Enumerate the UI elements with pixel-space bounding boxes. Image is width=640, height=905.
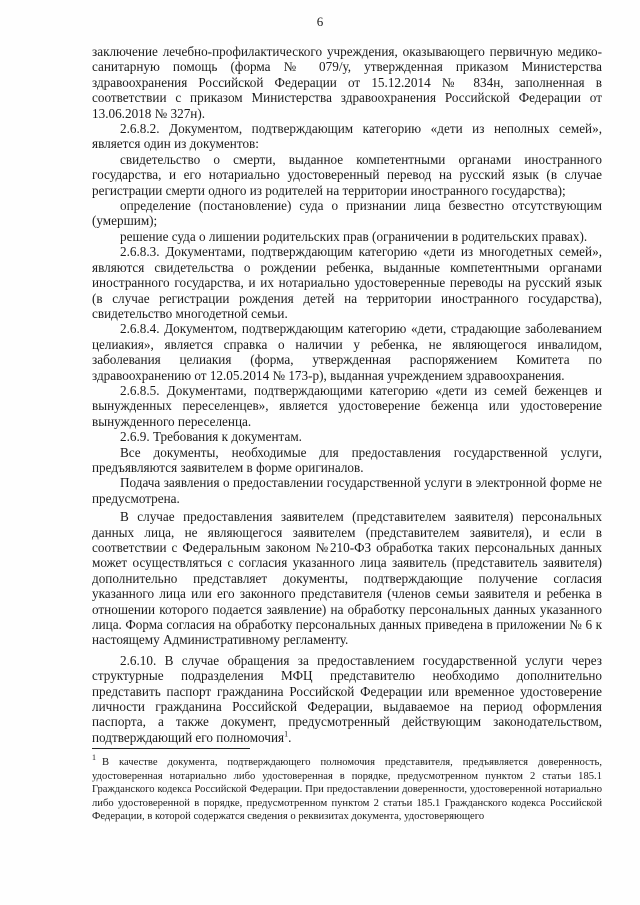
page-number: 6 (316, 14, 324, 29)
footnote-mark: 1 (92, 753, 96, 763)
footnote-reference[interactable]: 1 (284, 729, 289, 739)
paragraph-2-6-10: 2.6.10. В случае обращения за предоставлением государственной услуги через структурные подразделения МФЦ представителю необходимо дополнительно представить паспорт гражданина Российской Федерации или временное удостоверение личности гражданина Российской Федерации, выдаваемое на период оформления паспорта, а также документ, предусмотренный действующим законодательством, подтверждающий его полномочия (92, 652, 602, 745)
paragraph-medical-conclusion: заключение лечебно-профилактического учреждения, оказывающего первичную медико-санитарную помощь (форма № 079/у, утвержденная приказом Министерства здравоохранения Российской Федерации от 15.12.2014 № 834н, заполненная в соответствии с приказом Министерства здравоохранения Российской Федерации от 13.06.2018 № 327н). (92, 44, 602, 121)
document-body (92, 44, 602, 745)
paragraph-originals: Все документы, необходимые для предоставления государственной услуги, предъявляются заявителем в форме оригиналов. (92, 444, 602, 475)
footnote-divider (92, 748, 250, 749)
paragraph-2-6-8-5: 2.6.8.5. Документами, подтверждающими категорию «дети из семей беженцев и вынужденных переселенцев», является удостоверение беженца или удостоверение вынужденного переселенца. (92, 382, 602, 429)
footnote-text: В качестве документа, подтверждающего полномочия представителя, предъявляется доверенность, удостоверенная нотариально либо удостоверенная в порядке, предусмотренном пунктом 2 статьи 185.1 Гражданского кодекса Российской Федерации. При предоставлении доверенности, удостоверенной нотариально либо удостоверенной в порядке, предусмотренном пунктом 2 статьи 185.1 Гражданского кодекса Российской Федерации, в которой содержатся сведения о реквизитах документа, удостоверяющего (92, 757, 602, 823)
paragraph-2-6-8-2: 2.6.8.2. Документом, подтверждающим категорию «дети из неполных семей», является один из документов: (92, 121, 602, 152)
paragraph-court-decision: решение суда о лишении родительских прав (ограничении в родительских правах). (120, 228, 588, 244)
footnote (92, 753, 602, 824)
paragraph-2-6-9: 2.6.9. Требования к документам. (120, 429, 302, 445)
paragraph-personal-data: В случае предоставления заявителем (представителем заявителя) персональных данных лица, не являющегося заявителем (представителем заявителя), и если в соответствии с Федеральным законом №210-ФЗ обработка таких персональных данных может осуществляться с согласия указанного лица заявитель (представитель заявителя) дополнительно представляет документы, подтверждающие получение согласия указанного лица или его законного представителя (членов семьи заявителя и ребенка в отношении которого подается заявление) на обработку персональных данных указанного лица. Форма согласия на обработку персональных данных приведена в приложении № 6 к настоящему Административному регламенту. (92, 509, 602, 648)
paragraph-death-certificate: свидетельство о смерти, выданное компетентными органами иностранного государства, и его нотариально удостоверенный перевод на русский язык (в случае регистрации смерти одного из родителей на территории иностранного государства); (92, 151, 602, 198)
paragraph-2-6-8-4: 2.6.8.4. Документом, подтверждающим категорию «дети, страдающие заболеванием целиакия», является справка о наличии у ребенка, не являющегося инвалидом, заболевания целиакия (форма, утвержденная распоряжением Комитета по здравоохранению от 12.05.2014 № 173-р), выданная учреждением здравоохранения. (92, 321, 602, 383)
paragraph-2-6-10-wrap: 2.6.10. В случае обращения за предоставлением государственной услуги через структурные подразделения МФЦ представителю необходимо дополнительно представить паспорт гражданина Российской Федерации или временное удостоверение личности гражданина Российской Федерации, выдаваемое на период оформления паспорта, а также документ, предусмотренный действующим законодательством, подтверждающий его полномочия$^1$. (92, 652, 602, 745)
paragraph-electronic-form: Подача заявления о предоставлении государственной услуги в электронной форме не предусмотрена. (92, 475, 602, 506)
paragraph-2-6-8-3: 2.6.8.3. Документами, подтверждающим категорию «дети из многодетных семей», являются свидетельства о рождении ребенка, выданные компетентными органами иностранного государства, и их нотариально удостоверенные переводы на русский язык (в случае регистрации рождения детей на территории иностранного государства), свидетельство многодетной семьи. (92, 244, 602, 321)
paragraph-court-determination: определение (постановление) суда о признании лица безвестно отсутствующим (умершим); (92, 198, 602, 229)
